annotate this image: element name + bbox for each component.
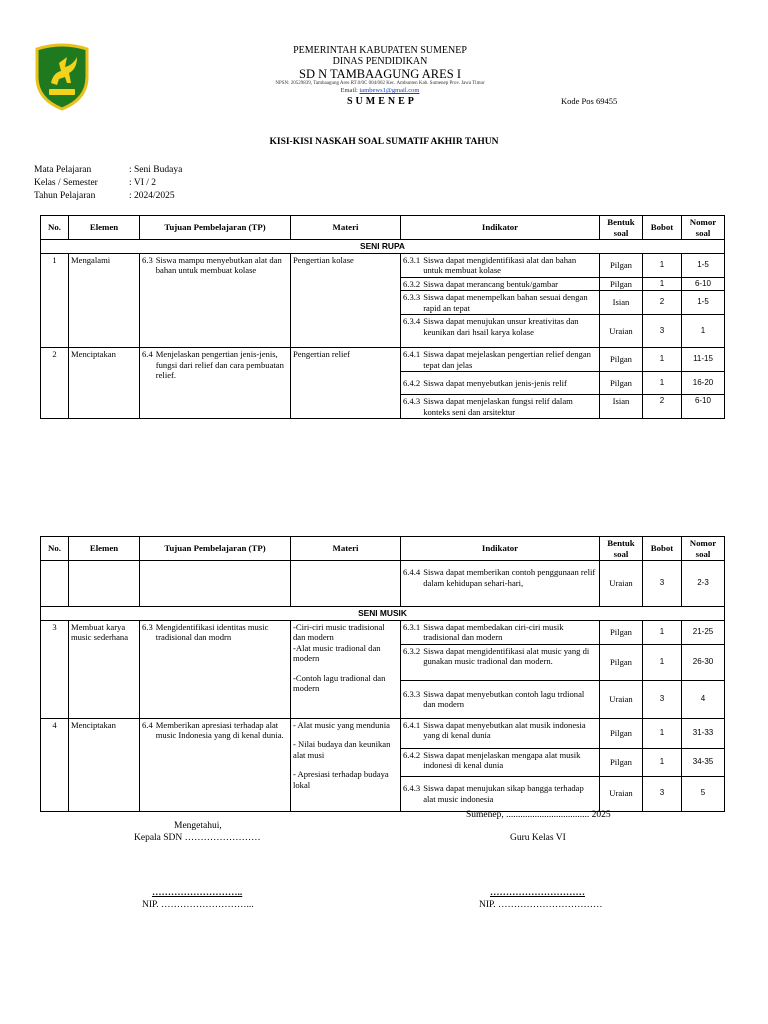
indikator-cell — [401, 291, 600, 315]
nomor-cell: 5 — [682, 776, 725, 811]
tp-text: Siswa mampu menyebutkan alat dan bahan untuk membuat kolase — [155, 254, 282, 275]
meta-class — [34, 177, 182, 190]
col-indikator: Indikator — [401, 216, 600, 240]
indikator-cell — [401, 620, 600, 644]
materi-cell — [291, 561, 401, 607]
bobot-cell: 1 — [643, 348, 682, 372]
row-number: 1 — [41, 253, 69, 348]
principal-name-line: ……………………….. — [152, 888, 243, 898]
bentuk-cell: Pilgan — [600, 718, 643, 748]
indikator-cell — [401, 718, 600, 748]
bobot-cell: 1 — [643, 748, 682, 776]
indikator-text: Siswa dapat menujukan sikap bangga terhadap alat music indonesia — [423, 783, 584, 804]
col-bobot: Bobot — [643, 537, 682, 561]
materi-item: - Apresiasi terhadap budaya lokal — [293, 769, 389, 790]
meta-value: : Seni Budaya — [129, 165, 183, 175]
row-number: 4 — [41, 718, 69, 811]
bentuk-cell: Uraian — [600, 315, 643, 348]
col-indikator: Indikator — [401, 537, 600, 561]
email-link[interactable]: tambews1@gmail.com — [359, 87, 420, 94]
table-row — [41, 718, 725, 748]
bobot-cell: 3 — [643, 776, 682, 811]
meta-year — [34, 190, 182, 203]
signature-principal-title: Kepala SDN …………………… — [134, 833, 261, 843]
nomor-cell: 11-15 — [682, 348, 725, 372]
materi-cell — [291, 620, 401, 718]
signature-acknowledged: Mengetahui, — [174, 821, 222, 831]
col-elemen: Elemen — [69, 537, 140, 561]
meta-value: : VI / 2 — [129, 178, 157, 188]
nomor-cell: 4 — [682, 680, 725, 718]
indikator-code: 6.4.4 — [403, 567, 421, 577]
bentuk-cell: Isian — [600, 395, 643, 419]
nomor-cell: 21-25 — [682, 620, 725, 644]
materi-item: - Alat music yang mendunia — [293, 719, 390, 730]
bobot-cell: 1 — [643, 620, 682, 644]
materi-item: -Alat music tradional dan modern — [293, 642, 381, 663]
bentuk-cell: Pilgan — [600, 748, 643, 776]
department-line: DINAS PENDIDIKAN — [332, 56, 428, 67]
indikator-text: Siswa dapat merancang bentuk/gambar — [423, 278, 559, 289]
nomor-cell: 31-33 — [682, 718, 725, 748]
document-meta — [34, 164, 182, 203]
tp-text: Mengidentifikasi identitas music tradisional dan modrn — [155, 621, 269, 642]
indikator-cell — [401, 315, 600, 348]
meta-label: Tahun Pelajaran — [34, 191, 96, 201]
col-tp: Tujuan Pembelajaran (TP) — [140, 537, 291, 561]
indikator-text: Siswa dapat memberikan contoh penggunaan relif dalam kehidupan sehari-hari, — [423, 567, 596, 588]
indikator-code: 6.3.4 — [403, 316, 421, 326]
indikator-code: 6.4.2 — [403, 377, 421, 388]
bobot-cell: 3 — [643, 561, 682, 607]
indikator-text: Siswa dapat menjelaskan mengapa alat musik indonesi di kenal dunia — [423, 749, 581, 770]
teacher-nip: NIP. …………………………… — [479, 900, 603, 910]
indikator-code: 6.3.3 — [403, 688, 421, 699]
bentuk-cell: Pilgan — [600, 372, 643, 395]
indikator-text: Siswa dapat menempelkan bahan sesuai dengan rapid an tepat — [423, 292, 588, 313]
bobot-cell: 1 — [643, 718, 682, 748]
school-address: NPSN: 20529839, Tambaagung Ares RT.0/0C 004/002 Kec. Ambunten Kab. Sumenep Prov. Jawa Timur — [275, 81, 485, 86]
indikator-text: Siswa dapat menyebutkan jenis-jenis relif — [423, 377, 567, 388]
indikator-text: Siswa dapat menjelaskan fungsi relif dalam konteks seni dan arsitektur — [423, 396, 573, 417]
elemen-cell: Menciptakan — [69, 348, 140, 419]
kisi-kisi-table-1 — [40, 215, 725, 419]
elemen-cell — [69, 561, 140, 607]
table-header-row — [41, 216, 725, 240]
col-elemen: Elemen — [69, 216, 140, 240]
government-line: PEMERINTAH KABUPATEN SUMENEP — [293, 45, 467, 56]
col-no: No. — [41, 216, 69, 240]
col-nomor: Nomor soal — [682, 216, 725, 240]
bobot-cell: 3 — [643, 315, 682, 348]
indikator-cell — [401, 644, 600, 680]
tp-cell — [140, 561, 291, 607]
indikator-code: 6.4.3 — [403, 396, 421, 406]
section-row — [41, 607, 725, 621]
indikator-cell — [401, 372, 600, 395]
meta-subject — [34, 164, 182, 177]
nomor-cell: 6-10 — [682, 395, 725, 419]
indikator-code: 6.3.2 — [403, 278, 421, 289]
table-row — [41, 348, 725, 372]
city-name: SUMENEP — [347, 96, 417, 107]
signature-place-date: Sumenep, ................................... 2025 — [466, 810, 611, 820]
nomor-cell: 1-5 — [682, 253, 725, 277]
document-title: KISI-KISI NASKAH SOAL SUMATIF AKHIR TAHUN — [269, 137, 499, 147]
indikator-text: Siswa dapat menyebutkan alat musik indonesia yang di kenal dunia — [423, 719, 586, 740]
section-seni-rupa: SENI RUPA — [41, 240, 725, 254]
postal-code: Kode Pos 69455 — [561, 96, 618, 106]
indikator-code: 6.3.3 — [403, 292, 421, 302]
row-number: 3 — [41, 620, 69, 718]
bobot-cell: 1 — [643, 253, 682, 277]
elemen-cell: Membuat karya music sederhana — [69, 620, 140, 718]
materi-item: - Nilai budaya dan keunikan alat musi — [293, 739, 391, 760]
indikator-code: 6.3.1 — [403, 254, 421, 265]
indikator-cell — [401, 680, 600, 718]
nomor-cell: 1-5 — [682, 291, 725, 315]
table-row — [41, 561, 725, 607]
bentuk-cell: Pilgan — [600, 644, 643, 680]
indikator-code: 6.4.1 — [403, 349, 421, 359]
kisi-kisi-table-2 — [40, 536, 725, 812]
tp-code: 6.4 — [142, 719, 153, 730]
indikator-text: Siswa dapat mengidentifikasi alat dan bahan untuk membuat kolase — [423, 254, 577, 275]
bobot-cell: 1 — [643, 372, 682, 395]
indikator-cell — [401, 748, 600, 776]
col-materi: Materi — [291, 537, 401, 561]
tp-text: Memberikan apresiasi terhadap alat music Indonesia yang di kenal dunia. — [155, 719, 284, 740]
section-seni-musik: SENI MUSIK — [41, 607, 725, 621]
nomor-cell: 34-35 — [682, 748, 725, 776]
indikator-text: Siswa dapat menyebutkan contoh lagu trdional dan modern — [423, 688, 585, 709]
col-materi: Materi — [291, 216, 401, 240]
signature-teacher-title: Guru Kelas VI — [510, 833, 566, 843]
indikator-cell — [401, 348, 600, 372]
teacher-name-line: ………………………… — [490, 888, 585, 898]
elemen-cell: Menciptakan — [69, 718, 140, 811]
table-row — [41, 253, 725, 277]
meta-label: Kelas / Semester — [34, 178, 98, 188]
materi-item: -Contoh lagu tradional dan modern — [293, 672, 386, 693]
indikator-text: Siswa dapat menujukan unsur kreativitas dan keunikan dari hsail karya kolase — [423, 316, 579, 337]
tp-code: 6.4 — [142, 349, 153, 359]
row-number: 2 — [41, 348, 69, 419]
nomor-cell: 6-10 — [682, 277, 725, 291]
indikator-code: 6.3.2 — [403, 645, 421, 656]
indikator-cell — [401, 253, 600, 277]
col-tp: Tujuan Pembelajaran (TP) — [140, 216, 291, 240]
bobot-cell: 3 — [643, 680, 682, 718]
section-row — [41, 240, 725, 254]
row-number — [41, 561, 69, 607]
bentuk-cell: Pilgan — [600, 620, 643, 644]
table-row — [41, 620, 725, 644]
tp-cell — [140, 253, 291, 348]
bentuk-cell: Uraian — [600, 776, 643, 811]
tp-cell — [140, 348, 291, 419]
col-bentuk: Bentuk soal — [600, 537, 643, 561]
tp-code: 6.3 — [142, 621, 153, 632]
bentuk-cell: Pilgan — [600, 277, 643, 291]
school-email — [240, 87, 520, 95]
indikator-cell — [401, 277, 600, 291]
indikator-text: Siswa dapat mejelaskan pengertian relief dengan tepat dan jelas — [423, 349, 591, 370]
bentuk-cell: Isian — [600, 291, 643, 315]
indikator-cell — [401, 561, 600, 607]
meta-value: : 2024/2025 — [129, 191, 175, 201]
pegasus-shield-logo-icon — [33, 43, 91, 111]
col-no: No. — [41, 537, 69, 561]
indikator-cell — [401, 395, 600, 419]
bobot-cell: 2 — [643, 395, 682, 419]
tp-text: Menjelaskan pengertian jenis-jenis, fungsi dari relief dan cara pembuatan relief. — [155, 349, 284, 380]
materi-cell: Pengertian kolase — [291, 253, 401, 348]
nomor-cell: 1 — [682, 315, 725, 348]
bobot-cell: 1 — [643, 644, 682, 680]
indikator-text: Siswa dapat mengidentifikasi alat music yang di gunakan music tradional dan modern. — [423, 645, 590, 666]
tp-cell — [140, 718, 291, 811]
materi-cell: Pengertian relief — [291, 348, 401, 419]
indikator-code: 6.3.1 — [403, 621, 421, 632]
tp-cell — [140, 620, 291, 718]
col-bobot: Bobot — [643, 216, 682, 240]
letterhead — [240, 45, 520, 95]
email-label: Email: — [340, 87, 358, 94]
col-bentuk: Bentuk soal — [600, 216, 643, 240]
bentuk-cell: Pilgan — [600, 253, 643, 277]
bobot-cell: 1 — [643, 277, 682, 291]
school-name: SD N TAMBAAGUNG ARES I — [299, 67, 461, 81]
principal-nip: NIP. ………………………... — [142, 900, 254, 910]
col-nomor: Nomor soal — [682, 537, 725, 561]
meta-label: Mata Pelajaran — [34, 165, 92, 175]
indikator-code: 6.4.3 — [403, 783, 421, 793]
nomor-cell: 16-20 — [682, 372, 725, 395]
bentuk-cell: Uraian — [600, 561, 643, 607]
indikator-cell — [401, 776, 600, 811]
elemen-cell: Mengalami — [69, 253, 140, 348]
bentuk-cell: Pilgan — [600, 348, 643, 372]
indikator-code: 6.4.1 — [403, 719, 421, 730]
bobot-cell: 2 — [643, 291, 682, 315]
nomor-cell: 26-30 — [682, 644, 725, 680]
materi-item: -Ciri-ciri music tradisional dan modern — [293, 621, 385, 642]
nomor-cell: 2-3 — [682, 561, 725, 607]
materi-cell — [291, 718, 401, 811]
table-header-row — [41, 537, 725, 561]
bentuk-cell: Uraian — [600, 680, 643, 718]
indikator-code: 6.4.2 — [403, 749, 421, 760]
tp-code: 6.3 — [142, 254, 153, 265]
indikator-text: Siswa dapat membedakan ciri-ciri musik tradisional dan modern — [423, 621, 564, 642]
